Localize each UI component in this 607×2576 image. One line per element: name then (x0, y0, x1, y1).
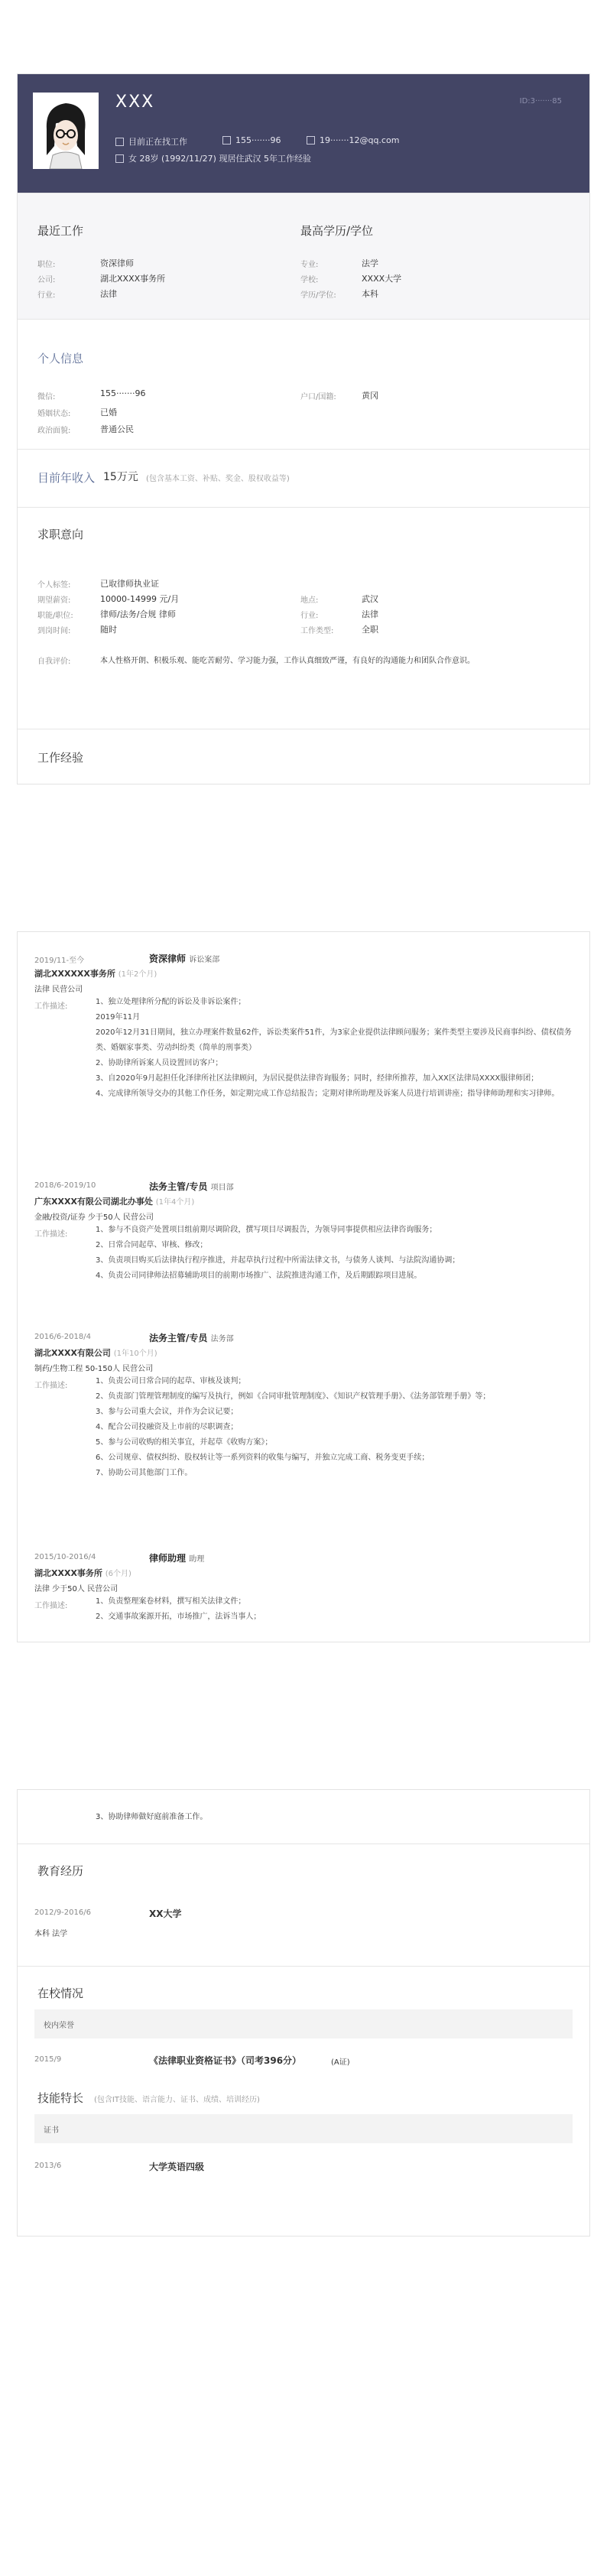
cert-name: 大学英语四级 (149, 2162, 205, 2172)
label: 学历/学位: (300, 291, 336, 300)
job-company (34, 1195, 194, 1207)
job-dept: 诉讼案部 (189, 956, 220, 964)
edu-school: XX大学 (149, 1908, 182, 1919)
honor-date: 2015/9 (34, 2055, 62, 2064)
work-experience-title: 工作经验 (37, 751, 84, 765)
job-dept: 法务部 (210, 1335, 234, 1343)
work-type: 全职 (362, 625, 378, 635)
job-company (34, 967, 157, 979)
profile-header (18, 74, 589, 193)
desc-line: 2、协助律所诉案人员设置回访客户； (96, 1059, 223, 1067)
label: 工作描述: (34, 1382, 68, 1390)
company-name: 湖北XXXX事务所 (34, 1568, 102, 1578)
desc-line: 7、协助公司其他部门工作。 (96, 1469, 193, 1477)
education-section (18, 1843, 589, 1966)
profile-row (115, 152, 311, 164)
job-duration: (1年2个月) (118, 970, 157, 979)
resume-page-1 (17, 73, 590, 784)
desc-line: 1、独立处理律所分配的诉讼及非诉讼案件； (96, 998, 246, 1006)
flag-icon (115, 138, 124, 146)
income-section (18, 449, 589, 507)
job-dept: 助理 (189, 1555, 205, 1564)
label: 政治面貌: (37, 427, 71, 435)
desc-line: 1、负责整理案卷材料，撰写相关法律文件； (96, 1597, 246, 1606)
expected-industry: 法律 (362, 609, 378, 619)
job-title: 资深律师 (149, 953, 187, 964)
expected-job: 律师/法务/合规 律师 (100, 609, 176, 619)
company-name: 湖北XXXXXX事务所 (34, 969, 115, 979)
job-entry (34, 1330, 573, 1521)
school-activity-title: 在校情况 (37, 1986, 84, 2000)
label: 个人标签: (37, 581, 71, 590)
email-address[interactable]: 19·······12@qq.com (320, 135, 400, 145)
hukou-value: 黄冈 (362, 391, 378, 401)
label: 工作描述: (34, 1230, 68, 1239)
job-position (149, 1331, 234, 1344)
label: 微信: (37, 393, 56, 401)
job-entry (34, 1550, 573, 1634)
job-industry: 法律 少于50人 民营公司 (34, 1585, 118, 1593)
summary-section (18, 193, 589, 319)
desc-line: 1、负责公司日常合同的起草、审核及谈判； (96, 1377, 246, 1385)
school-activity-section (18, 1966, 589, 2081)
income-note: (包含基本工资、补贴、奖金、股权收益等) (146, 475, 290, 483)
recent-work-title: 最近工作 (37, 224, 84, 238)
job-description (96, 1223, 577, 1284)
resume-page-3 (17, 1789, 590, 2237)
top-major: 法学 (362, 258, 378, 268)
certificate-bar (34, 2114, 573, 2143)
job-title: 法务主管/专员 (149, 1333, 208, 1343)
job-intent-section (18, 507, 589, 729)
honor-bar (34, 2009, 573, 2038)
label: 专业: (300, 261, 319, 269)
skills-note: (包含IT技能、语言能力、证书、成绩、培训经历) (94, 2096, 260, 2104)
work-experience-heading-section (18, 729, 589, 784)
email-row (307, 135, 399, 145)
resume-page-2 (17, 931, 590, 1642)
income-amount: 15万元 (103, 471, 138, 483)
honor-text: 《法律职业资格证书》（司考396分） (149, 2055, 302, 2066)
honor-label: 校内荣誉 (44, 2022, 74, 2030)
income-title: 目前年收入 (37, 471, 96, 485)
job-title: 法务主管/专员 (149, 1181, 208, 1192)
label: 公司: (37, 276, 56, 284)
desc-line: 4、配合公司投融资及上市前的尽职调查； (96, 1423, 239, 1431)
job-company (34, 1346, 157, 1359)
desc-line: 2、负责部门管理管理制度的编写及执行，例如《合同审批管理制度》、《知识产权管理手册》、《法务部管理手册》等； (96, 1392, 491, 1401)
desc-line: 2、日常合同起草、审核、修改； (96, 1241, 208, 1249)
education-title: 教育经历 (37, 1864, 84, 1878)
job-intent-title: 求职意向 (37, 528, 84, 541)
self-evaluation: 本人性格开朗、积极乐观、能吃苦耐劳、学习能力强，工作认真细致严谨，有良好的沟通能力和团队合作意识。 (100, 657, 475, 665)
marital-value: 已婚 (100, 408, 117, 417)
job-position (149, 1180, 234, 1193)
skills-section (18, 2081, 589, 2233)
top-degree: 本科 (362, 289, 378, 299)
desc-line: 1、参与不良资产处置项目组前期尽调阶段，撰写项目尽调报告，为领导同事提供相应法律咨询服务； (96, 1226, 437, 1234)
label: 工作描述: (34, 1002, 68, 1011)
label: 自我评价: (37, 658, 71, 666)
label: 工作类型: (300, 627, 334, 635)
job-entry (34, 944, 573, 1174)
label: 地点: (300, 596, 319, 605)
desc-line: 4、完成律所领导交办的其他工作任务，如定期完成工作总结报告；定期对律所助理及诉案人员进行培训讲座；指导律师助理和实习律师。 (96, 1090, 560, 1098)
job-date: 2019/11-至今 (34, 957, 85, 965)
honor-level: (A证) (331, 2058, 350, 2067)
job-position (149, 952, 219, 965)
label: 期望薪资: (37, 596, 71, 605)
desc-line: 6、公司规章、债权纠纷、股权转让等一系列资料的收集与编写，并独立完成工商、税务变更手续； (96, 1454, 430, 1462)
company-name: 广东XXXX有限公司湖北办事处 (34, 1197, 153, 1207)
label: 户口/国籍: (300, 393, 336, 401)
job-duration: (1年10个月) (113, 1350, 157, 1358)
label: 到岗时间: (37, 627, 71, 635)
wechat-value: 155·······96 (100, 388, 146, 398)
label: 职位: (37, 261, 56, 269)
avatar-illustration (33, 93, 99, 169)
desc-line: 3、协助律师做好庭前准备工作。 (96, 1813, 208, 1821)
desc-line: 2、交通事故案源开拓，市场推广，法诉当事人； (96, 1613, 261, 1621)
desc-line: 5、参与公司收购的相关事宜，并起草《收购方案》； (96, 1438, 273, 1447)
job-description (96, 1374, 577, 1481)
personal-info-title: 个人信息 (37, 352, 84, 365)
person-icon (115, 154, 124, 163)
label: 学校: (300, 276, 319, 284)
arrival-time: 随时 (100, 625, 117, 635)
political-value: 普通公民 (100, 424, 134, 434)
job-duration: (6个月) (105, 1570, 131, 1578)
desc-line: 4、负责公司同律师法招募辅助项目的前期市场推广、法院推进沟通工作，及后期跟踪项目进展。 (96, 1272, 422, 1280)
mail-icon (307, 136, 315, 145)
job-duration: (1年4个月) (155, 1198, 195, 1207)
desc-line: 3、参与公司重大会议，并作为会议记要； (96, 1408, 239, 1416)
avatar (33, 93, 99, 169)
phone-row (222, 135, 281, 145)
cert-date: 2013/6 (34, 2162, 62, 2170)
job-title: 律师助理 (149, 1553, 187, 1564)
job-industry: 法律 民营公司 (34, 986, 83, 994)
job-company (34, 1567, 131, 1579)
top-school: XXXX大学 (362, 274, 402, 284)
top-education-title: 最高学历/学位 (300, 224, 374, 238)
job-date: 2016/6-2018/4 (34, 1333, 91, 1341)
personal-tag: 已取律师执业证 (100, 579, 159, 589)
phone-number[interactable]: 155·······96 (235, 135, 281, 145)
job-date: 2015/10-2016/4 (34, 1553, 96, 1561)
candidate-name: XXX (115, 93, 155, 112)
job-industry: 金融/投资/证券 少于50人 民营公司 (34, 1213, 154, 1222)
company-name: 湖北XXXX有限公司 (34, 1348, 111, 1358)
recent-position: 资深律师 (100, 258, 134, 268)
job-dept: 项目部 (210, 1184, 234, 1192)
phone-icon (222, 136, 231, 145)
certificate-label: 证书 (44, 2126, 59, 2135)
expected-salary: 10000-14999 元/月 (100, 594, 180, 604)
label: 工作描述: (34, 1602, 68, 1610)
job-position (149, 1551, 204, 1564)
job-date: 2018/6-2019/10 (34, 1181, 96, 1190)
edu-date: 2012/9-2016/6 (34, 1908, 91, 1917)
desc-line: 2019年11月 (96, 1013, 141, 1022)
personal-info-section (18, 319, 589, 449)
desc-line: 3、负责项目购买后法律执行程序推进，并起草执行过程中所需法律文书，与债务人谈判、与法院沟通协调； (96, 1256, 460, 1265)
skills-title: 技能特长 (37, 2091, 84, 2105)
status-row (115, 135, 187, 148)
label: 行业: (300, 612, 319, 620)
desc-line: 2020年12月31日期间，独立办理案件数量62件，诉讼类案件51件，为3家企业提供法律顾问服务；案件类型主要涉及民商事纠纷、债权债务类、婚姻家事类、劳动纠纷类（简单的刑事类） (96, 1028, 572, 1052)
job-status: 目前正在找工作 (128, 137, 187, 147)
job-description (96, 995, 577, 1102)
job-industry: 制药/生物工程 50-150人 民营公司 (34, 1365, 154, 1373)
desc-line: 3、自2020年9月起担任化泽律所社区法律顾问，为居民提供法律咨询服务；同时，经律所推荐，加入XX区法律局XXXX服律师团； (96, 1074, 539, 1083)
job-description (96, 1594, 577, 1625)
edu-major: 本科 法学 (34, 1930, 68, 1938)
profile-summary: 女 28岁 (1992/11/27) 现居住武汉 5年工作经验 (128, 154, 311, 164)
label: 职能/职位: (37, 612, 73, 620)
label: 婚姻状态: (37, 410, 71, 418)
recent-industry: 法律 (100, 289, 117, 299)
expected-location: 武汉 (362, 594, 378, 604)
label: 行业: (37, 291, 56, 300)
job-entry (34, 1178, 573, 1324)
resume-id: ID:3·······85 (519, 97, 562, 106)
recent-company: 湖北XXXX事务所 (100, 274, 166, 284)
